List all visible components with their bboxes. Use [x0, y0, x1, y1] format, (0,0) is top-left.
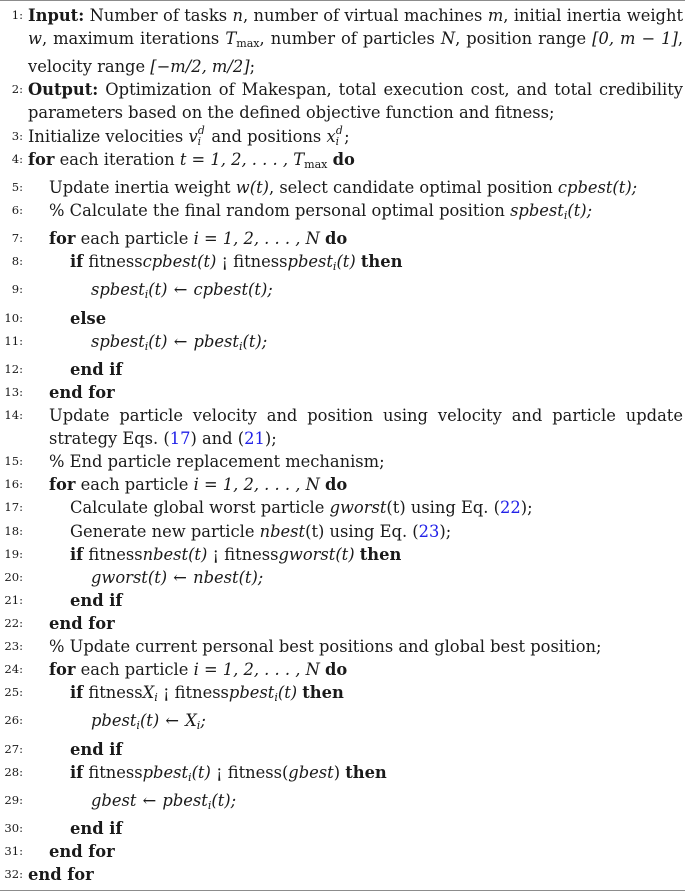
- particle-range: i = 1, 2, . . . , N: [193, 475, 320, 495]
- var-N: N: [440, 29, 456, 49]
- subscript-i: i: [332, 260, 337, 274]
- less-than-glyph: ¡: [215, 762, 223, 782]
- text: , velocity range: [28, 29, 684, 77]
- algorithm-line: [0, 681, 683, 709]
- line-number: 27:: [4, 741, 23, 756]
- iteration-range: t = 1, 2, . . . , T: [179, 149, 305, 169]
- text: (t): [197, 252, 222, 272]
- assign-arrow-icon: ←: [173, 280, 188, 300]
- line-number: 24:: [4, 662, 23, 677]
- line-number: 29:: [4, 792, 23, 807]
- line-content: [28, 566, 683, 589]
- top-rule: [0, 0, 685, 1]
- algorithm-line: [0, 381, 683, 404]
- line-content: [28, 789, 683, 817]
- text: each iteration: [54, 149, 180, 169]
- line-number: 8:: [11, 254, 23, 269]
- subscript-i: i: [274, 691, 278, 705]
- algorithm-line: [0, 658, 683, 681]
- keyword-if: if: [70, 762, 84, 782]
- var-pbest: pbest: [162, 790, 208, 810]
- text: (t): [148, 331, 173, 351]
- algorithm-line: [0, 709, 683, 737]
- keyword-for: for: [28, 149, 55, 169]
- var-x-indices: [335, 123, 344, 148]
- keyword-then: then: [302, 683, 344, 703]
- line-number: 10:: [4, 310, 23, 325]
- algorithm-line: [0, 635, 683, 658]
- line-content: [28, 496, 683, 519]
- keyword-if: if: [70, 544, 84, 564]
- line-content: [28, 278, 683, 306]
- keyword-then: then: [345, 762, 387, 782]
- var-pbest: pbest: [287, 252, 333, 272]
- subscript-i: i: [136, 719, 140, 733]
- algorithm-line: [0, 789, 683, 817]
- text: fitness: [228, 252, 288, 272]
- assign-arrow-icon: ←: [142, 790, 157, 810]
- line-content: [28, 681, 683, 709]
- line-content: [28, 250, 683, 278]
- text: each particle: [75, 475, 194, 495]
- line-content: [28, 4, 683, 78]
- var-n: n: [232, 6, 243, 25]
- text: Initialize velocities: [28, 126, 189, 146]
- line-content: [28, 817, 683, 840]
- assign-arrow-icon: ←: [173, 331, 188, 351]
- keyword-end-for: end for: [49, 842, 115, 862]
- algorithm-line: [0, 840, 683, 863]
- line-content: [28, 635, 683, 658]
- line-number: 20:: [4, 569, 23, 584]
- text: );: [520, 498, 533, 518]
- line-content: [28, 612, 683, 635]
- algorithm-line: [0, 473, 683, 496]
- equation-ref: 21: [244, 429, 265, 449]
- var-pbest: pbest: [91, 711, 137, 731]
- line-content: [28, 543, 683, 566]
- particle-range: i = 1, 2, . . . , N: [193, 229, 320, 249]
- algorithm-line: [0, 589, 683, 612]
- line-number: 5:: [11, 179, 23, 194]
- line-content: [28, 738, 683, 761]
- text: fitness: [169, 683, 229, 703]
- keyword-do: do: [325, 475, 348, 495]
- text: ;: [200, 711, 206, 731]
- line-content: [28, 589, 683, 612]
- line-content: [28, 78, 683, 124]
- keyword-end-for: end for: [49, 382, 115, 402]
- less-than-glyph: ¡: [162, 683, 170, 703]
- text: , select candidate optimal position: [268, 177, 558, 197]
- text: (t): [336, 252, 361, 272]
- algorithm-line: [0, 566, 683, 589]
- line-content: [28, 404, 683, 450]
- line-number: 31:: [4, 844, 23, 859]
- algorithm-line: [0, 4, 683, 78]
- text: (t): [188, 544, 213, 564]
- text: fitness: [83, 544, 143, 564]
- subscript-i: i: [563, 209, 568, 223]
- comment-marker: %: [49, 452, 65, 472]
- text: ;: [344, 126, 350, 146]
- var-m: m: [487, 6, 504, 25]
- keyword-else: else: [70, 308, 107, 328]
- text: , position range: [455, 29, 593, 49]
- particle-range: i = 1, 2, . . . , N: [193, 660, 320, 680]
- line-number: 28:: [4, 764, 23, 779]
- subscript-i: i: [207, 798, 212, 812]
- var-cpbest: cpbest: [557, 177, 613, 197]
- text: Number of tasks: [84, 6, 233, 25]
- assign-arrow-icon: ←: [173, 567, 187, 587]
- line-number: 6:: [11, 202, 23, 217]
- keyword-end-if: end if: [70, 819, 123, 839]
- var-w: w: [28, 29, 42, 49]
- line-number: 17:: [4, 500, 23, 515]
- text: , initial inertia weight: [503, 6, 683, 25]
- text: (t): [139, 711, 165, 731]
- keyword-input: Input:: [28, 6, 85, 25]
- line-content: [28, 148, 683, 176]
- var-pbest: pbest: [142, 762, 189, 782]
- line-content: [28, 840, 683, 863]
- text: fitness: [83, 252, 143, 272]
- text: (t): [147, 567, 173, 587]
- keyword-end-if: end if: [70, 359, 123, 379]
- keyword-for: for: [49, 660, 76, 680]
- var-nbest: nbest: [259, 521, 306, 541]
- text: , number of particles: [259, 29, 441, 49]
- line-number: 15:: [4, 454, 23, 469]
- algorithm-line: [0, 278, 683, 306]
- text: (t) using Eq. (: [386, 498, 500, 518]
- line-content: [28, 761, 683, 789]
- assign-arrow-icon: ←: [165, 711, 180, 731]
- text: (t);: [238, 567, 264, 587]
- line-content: [28, 709, 683, 737]
- text: Calculate global worst particle: [70, 498, 330, 518]
- algorithm-line: [0, 612, 683, 635]
- text: Update inertia weight: [49, 177, 236, 197]
- equation-ref: 23: [418, 521, 440, 541]
- keyword-if: if: [70, 252, 84, 272]
- text: ): [333, 762, 346, 782]
- var-v: v: [188, 126, 198, 146]
- line-number: 2:: [11, 82, 23, 97]
- line-number: 4:: [11, 151, 23, 166]
- text: (t) using Eq. (: [305, 521, 419, 541]
- algorithm-line: [0, 761, 683, 789]
- line-number: 9:: [11, 282, 23, 297]
- algorithm-line: [0, 358, 683, 381]
- keyword-for: for: [49, 229, 76, 249]
- var-pbest: pbest: [193, 331, 239, 351]
- algorithm-line: [0, 125, 683, 148]
- keyword-then: then: [359, 544, 402, 564]
- keyword-do: do: [325, 660, 348, 680]
- line-content: [28, 658, 683, 681]
- line-content: [28, 863, 683, 886]
- text: (t): [191, 762, 216, 782]
- line-number: 1:: [11, 8, 23, 22]
- subscript-i: i: [196, 719, 201, 733]
- text: Update current personal best positions and global best position;: [64, 637, 602, 656]
- var-tmax-subscript: max: [236, 37, 260, 51]
- subscript-i: i: [154, 691, 158, 705]
- subscript-i: i: [197, 134, 202, 148]
- algorithm-line: [0, 817, 683, 840]
- position-range: [0, m − 1]: [592, 29, 678, 49]
- var-gworst: gworst: [91, 567, 148, 587]
- var-nbest: nbest: [142, 544, 189, 564]
- velocity-range: [−m/2, m/2]: [150, 57, 250, 77]
- text: , number of virtual machines: [242, 6, 488, 25]
- var-spbest: spbest: [91, 331, 145, 351]
- line-content: [28, 520, 683, 543]
- text: [136, 791, 141, 810]
- algorithm-line: [0, 863, 683, 886]
- line-number: 14:: [4, 408, 23, 423]
- algorithm-line: [0, 543, 683, 566]
- line-content: [28, 199, 683, 227]
- line-number: 18:: [4, 523, 23, 538]
- subscript-i: i: [188, 770, 192, 784]
- text: fitness: [83, 683, 143, 703]
- superscript-d: d: [197, 123, 205, 137]
- var-v-indices: [197, 123, 206, 148]
- line-number: 12:: [4, 361, 23, 376]
- keyword-if: if: [70, 683, 84, 703]
- var-wt: w(t): [235, 177, 269, 197]
- text: (t);: [242, 331, 268, 351]
- keyword-then: then: [360, 252, 403, 272]
- keyword-end-if: end if: [70, 590, 123, 610]
- text: Optimization of Makespan, total execution cost, and total credibility parameters based on the defined objective function and fitness;: [28, 80, 683, 123]
- algorithm-line: [0, 307, 683, 330]
- keyword-do: do: [325, 229, 348, 249]
- less-than-glyph: ¡: [221, 252, 229, 272]
- tmax-subscript: max: [304, 157, 328, 171]
- line-number: 13:: [4, 384, 23, 399]
- var-spbest: spbest: [510, 200, 564, 220]
- text: , maximum iterations: [41, 29, 226, 49]
- line-number: 21:: [4, 592, 23, 607]
- text: fitness(: [222, 762, 289, 782]
- line-number: 11:: [4, 333, 23, 348]
- text: (t): [148, 280, 173, 300]
- text: and positions: [206, 126, 327, 146]
- text: End particle replacement mechanism;: [64, 452, 385, 472]
- text: ) and (: [190, 429, 245, 449]
- algorithm-line: [0, 738, 683, 761]
- algorithm-line: [0, 250, 683, 278]
- algorithm-line: [0, 450, 683, 473]
- algorithm-line: [0, 199, 683, 227]
- line-content: [28, 227, 683, 250]
- text: Generate new particle: [70, 521, 260, 541]
- line-number: 30:: [4, 821, 23, 836]
- algorithm-line: [0, 404, 683, 450]
- line-number: 25:: [4, 685, 23, 700]
- algorithm-line: [0, 227, 683, 250]
- var-gworst: gworst: [278, 544, 336, 564]
- line-content: [28, 176, 683, 199]
- var-X: X: [142, 683, 155, 703]
- keyword-do: do: [332, 149, 355, 169]
- text: (t): [277, 683, 303, 703]
- algorithm-line: [0, 496, 683, 519]
- keyword-end-for: end for: [28, 865, 94, 885]
- text: (t): [335, 544, 360, 564]
- algorithm-line: [0, 520, 683, 543]
- text: );: [264, 429, 277, 449]
- var-gworst: gworst: [329, 498, 387, 518]
- var-pbest: pbest: [228, 683, 275, 703]
- equation-ref: 17: [169, 429, 191, 449]
- var-tmax: T: [225, 29, 237, 49]
- line-content: [28, 330, 683, 358]
- line-number: 23:: [4, 639, 23, 653]
- line-number: 32:: [4, 867, 23, 882]
- line-content: [28, 450, 683, 473]
- line-content: [28, 381, 683, 404]
- equation-ref: 22: [500, 498, 521, 518]
- line-number: 26:: [4, 713, 23, 728]
- var-gbest: gbest: [91, 790, 137, 810]
- keyword-end-if: end if: [70, 739, 123, 759]
- algorithm-line: [0, 148, 683, 176]
- text: Calculate the final random personal optimal position: [64, 200, 511, 220]
- text: each particle: [75, 229, 194, 249]
- superscript-d: d: [335, 123, 343, 137]
- comment-marker: %: [49, 200, 65, 220]
- text: );: [439, 521, 452, 541]
- text: ;: [249, 57, 256, 77]
- subscript-i: i: [144, 339, 149, 353]
- less-than-glyph: ¡: [212, 544, 220, 564]
- subscript-i: i: [144, 288, 149, 302]
- var-spbest: spbest: [91, 280, 145, 300]
- line-number: 7:: [11, 231, 23, 246]
- var-nbest: nbest: [193, 567, 239, 587]
- line-content: [28, 473, 683, 496]
- var-x: x: [326, 126, 336, 146]
- text: (t);: [567, 200, 593, 220]
- keyword-output: Output:: [28, 80, 99, 100]
- var-cpbest: cpbest: [193, 280, 249, 300]
- keyword-for: for: [49, 475, 76, 495]
- subscript-i: i: [335, 134, 340, 148]
- text: (t);: [211, 790, 237, 810]
- algorithm-lines: [0, 4, 685, 886]
- algorithm-line: [0, 176, 683, 199]
- text: fitness: [219, 544, 279, 564]
- text: (t);: [612, 177, 638, 197]
- line-number: 19:: [4, 546, 23, 561]
- var-X: X: [185, 711, 197, 731]
- subscript-i: i: [238, 339, 243, 353]
- text: each particle: [75, 660, 194, 680]
- line-number: 16:: [4, 477, 23, 492]
- line-number: 22:: [4, 615, 23, 630]
- line-content: [28, 125, 683, 148]
- text: (t);: [248, 280, 273, 300]
- comment-marker: %: [49, 637, 65, 656]
- var-gbest: gbest: [288, 762, 334, 782]
- text: fitness: [83, 762, 143, 782]
- line-content: [28, 307, 683, 330]
- text: Update particle velocity and position using velocity and particle update strategy Eqs. (: [49, 406, 683, 449]
- keyword-end-for: end for: [49, 613, 115, 633]
- line-content: [28, 358, 683, 381]
- var-cpbest: cpbest: [142, 252, 198, 272]
- algorithm-line: [0, 330, 683, 358]
- line-number: 3:: [11, 128, 23, 143]
